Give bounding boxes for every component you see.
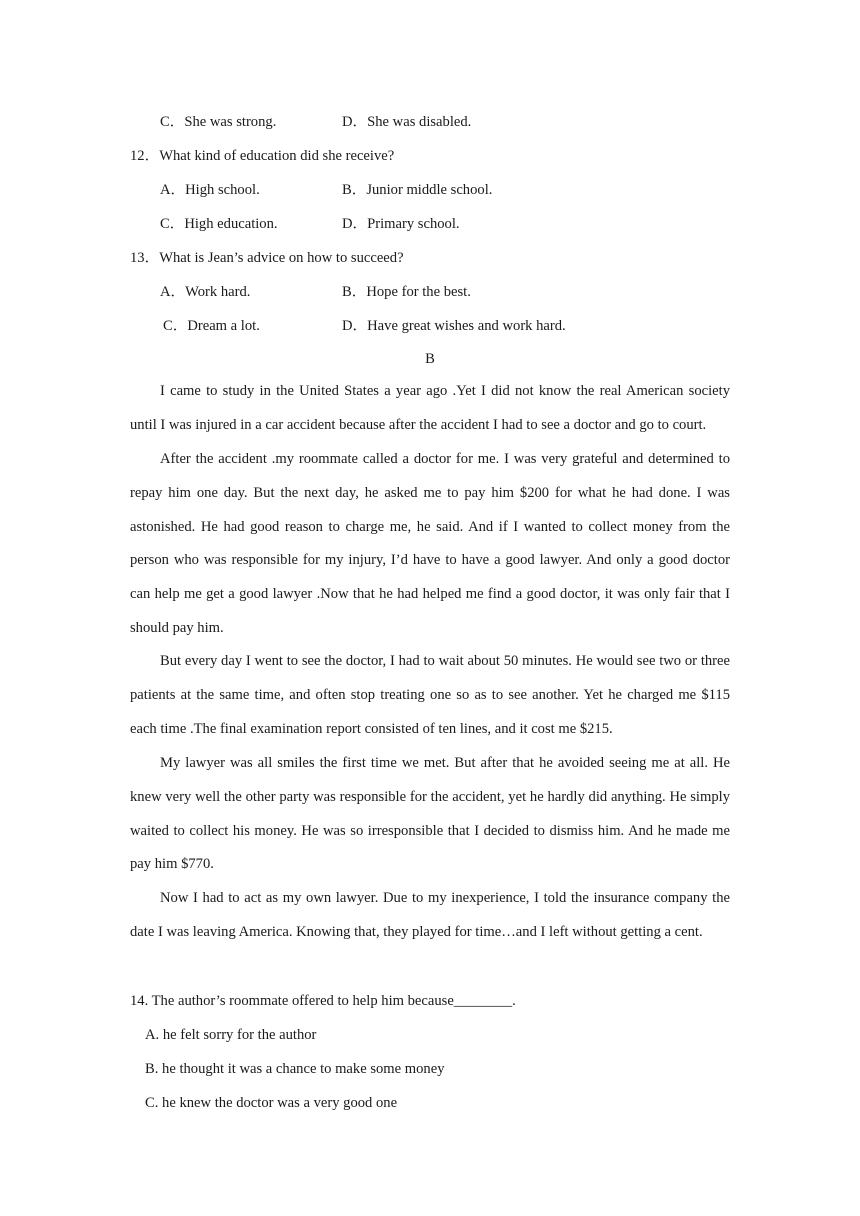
passage-paragraph-3: But every day I went to see the doctor, I had to wait about 50 minutes. He would see two or three patients at the same time, and often stop treating one so as to see another. Yet he charged me $115 each time .The final examination report consisted of ten lines, and it cost me $215.: [130, 653, 730, 737]
q12-question: 12．What kind of education did she receive?: [130, 148, 395, 164]
q12-option-d: D．Primary school.: [342, 216, 460, 232]
q12-option-c: C．High education.: [160, 216, 278, 232]
passage-paragraph-5: Now I had to act as my own lawyer. Due to my inexperience, I told the insurance company the date I was leaving America. Knowing that, they played for time…and I left without getting a cent.: [130, 890, 730, 940]
q12-option-a: A．High school.: [160, 182, 260, 198]
q11-option-c: C．She was strong.: [160, 114, 277, 130]
passage-paragraph-4: My lawyer was all smiles the first time we met. But after that he avoided seeing me at all. He knew very well the other party was responsible for the accident, yet he hardly did anything. He simply waited to collect his money. He was so irresponsible that I decided to dismiss him. And he made me pay him $770.: [130, 755, 730, 873]
section-heading: B: [425, 351, 435, 367]
q12-option-b: B．Junior middle school.: [342, 182, 493, 198]
q11-option-d: D．She was disabled.: [342, 114, 472, 130]
passage-paragraph-2: After the accident .my roommate called a doctor for me. I was very grateful and determined to repay him one day. But the next day, he asked me to pay him $200 for what he had done. I was astonished. He had good reason to charge me, he said. And if I wanted to collect money from the person who was responsible for my injury, I’d have to have a good lawyer. And only a good doctor can help me get a good lawyer .Now that he had helped me find a good doctor, it was only fair that I should pay him.: [130, 451, 730, 636]
q13-option-b: B．Hope for the best.: [342, 284, 471, 300]
q14-option-b: B. he thought it was a chance to make some money: [145, 1061, 445, 1077]
passage-paragraph-1: I came to study in the United States a year ago .Yet I did not know the real American society until I was injured in a car accident because after the accident I had to see a doctor and go to court.: [130, 383, 730, 433]
q13-option-a: A．Work hard.: [160, 284, 251, 300]
q14-option-a: A. he felt sorry for the author: [145, 1027, 317, 1043]
q14-option-c: C. he knew the doctor was a very good one: [145, 1095, 398, 1111]
q13-option-c: C．Dream a lot.: [163, 318, 260, 334]
q13-option-d: D．Have great wishes and work hard.: [342, 318, 566, 334]
q14-question: 14. The author’s roommate offered to help him because________.: [130, 993, 516, 1009]
q13-question: 13．What is Jean’s advice on how to succeed?: [130, 250, 404, 266]
